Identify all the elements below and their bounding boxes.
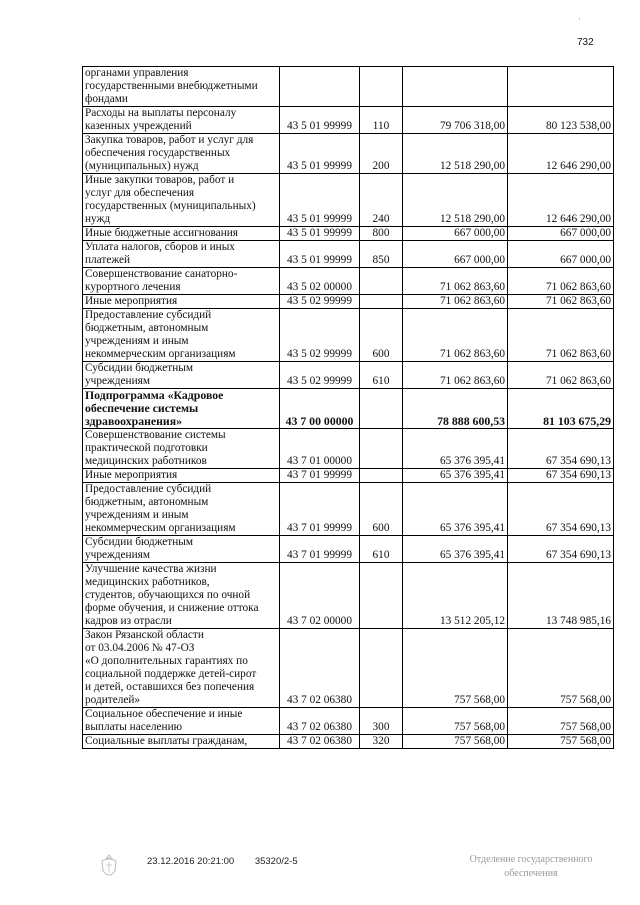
row-expense-type (360, 469, 403, 483)
row-name: Совершенствование системы практической подготовки медицинских работников (83, 429, 280, 469)
row-name: Иные мероприятия (83, 469, 280, 483)
row-code (280, 67, 360, 107)
row-amount-year1: 13 512 205,12 (403, 563, 508, 629)
row-amount-year2: 71 062 863,60 (508, 309, 614, 362)
row-amount-year2: 13 748 985,16 (508, 563, 614, 629)
row-expense-type: 600 (360, 309, 403, 362)
row-amount-year1: 65 376 395,41 (403, 483, 508, 536)
row-code: 43 5 01 99999 (280, 227, 360, 241)
row-code: 43 7 02 06380 (280, 708, 360, 735)
row-name: Иные бюджетные ассигнования (83, 227, 280, 241)
row-expense-type: 110 (360, 107, 403, 134)
table-body (83, 67, 614, 749)
row-amount-year2: 67 354 690,13 (508, 429, 614, 469)
row-amount-year1: 71 062 863,60 (403, 268, 508, 295)
row-name: Расходы на выплаты персоналу казенных учреждений (83, 107, 280, 134)
row-expense-type (360, 67, 403, 107)
row-amount-year2: 67 354 690,13 (508, 469, 614, 483)
row-amount-year1: 65 376 395,41 (403, 469, 508, 483)
row-amount-year2: 81 103 675,29 (508, 389, 614, 429)
table-row (83, 362, 614, 389)
budget-table (82, 66, 614, 749)
row-name: Субсидии бюджетным учреждениям (83, 536, 280, 563)
row-name: Предоставление субсидий бюджетным, автономным учреждениям и иным некоммерческим организациям (83, 309, 280, 362)
row-name: Иные закупки товаров, работ и услуг для обеспечения государственных (муниципальных) нужд (83, 174, 280, 227)
row-code: 43 7 01 99999 (280, 483, 360, 536)
row-amount-year2 (508, 67, 614, 107)
row-amount-year1: 65 376 395,41 (403, 429, 508, 469)
row-code: 43 5 01 99999 (280, 241, 360, 268)
row-name: Социальное обеспечение и иные выплаты населению (83, 708, 280, 735)
row-amount-year1: 71 062 863,60 (403, 362, 508, 389)
row-code: 43 7 01 99999 (280, 469, 360, 483)
row-amount-year2: 67 354 690,13 (508, 483, 614, 536)
row-code: 43 5 02 99999 (280, 309, 360, 362)
table-row (83, 227, 614, 241)
row-expense-type: 200 (360, 134, 403, 174)
table-row (83, 67, 614, 107)
row-name: Улучшение качества жизни медицинских работников, студентов, обучающихся по очной форме обучения, и снижение оттока кадров из отрасли (83, 563, 280, 629)
row-name: Социальные выплаты гражданам, (83, 735, 280, 749)
table-row (83, 708, 614, 735)
row-name: органами управления государственными внебюджетными фондами (83, 67, 280, 107)
row-amount-year2: 80 123 538,00 (508, 107, 614, 134)
row-code: 43 7 02 00000 (280, 563, 360, 629)
row-name: Закон Рязанской области от 03.04.2006 № 47-ОЗ «О дополнительных гарантиях по социальной поддержке детей-сирот и детей, оставшихся без попечения родителей» (83, 629, 280, 708)
row-amount-year2: 67 354 690,13 (508, 536, 614, 563)
row-amount-year1: 757 568,00 (403, 629, 508, 708)
row-amount-year2: 71 062 863,60 (508, 362, 614, 389)
row-name: Предоставление субсидий бюджетным, автономным учреждениям и иным некоммерческим организациям (83, 483, 280, 536)
row-amount-year1: 65 376 395,41 (403, 536, 508, 563)
row-amount-year1: 12 518 290,00 (403, 134, 508, 174)
row-expense-type: 610 (360, 536, 403, 563)
row-expense-type: 850 (360, 241, 403, 268)
row-expense-type (360, 429, 403, 469)
row-code: 43 5 01 99999 (280, 107, 360, 134)
row-amount-year1: 71 062 863,60 (403, 309, 508, 362)
row-amount-year1 (403, 67, 508, 107)
row-code: 43 7 01 99999 (280, 536, 360, 563)
row-code: 43 5 02 99999 (280, 295, 360, 309)
row-amount-year1: 71 062 863,60 (403, 295, 508, 309)
table-row (83, 174, 614, 227)
row-amount-year2: 71 062 863,60 (508, 268, 614, 295)
row-expense-type (360, 268, 403, 295)
table-row (83, 483, 614, 536)
row-name: Совершенствование санаторно- курортного лечения (83, 268, 280, 295)
row-amount-year2: 757 568,00 (508, 708, 614, 735)
row-amount-year2: 667 000,00 (508, 241, 614, 268)
row-code: 43 5 01 99999 (280, 174, 360, 227)
footer (147, 856, 316, 867)
table-row (83, 295, 614, 309)
page-number: 732 (577, 37, 594, 48)
row-name: Закупка товаров, работ и услуг для обеспечения государственных (муниципальных) нужд (83, 134, 280, 174)
table-row (83, 469, 614, 483)
row-expense-type: 320 (360, 735, 403, 749)
row-amount-year1: 757 568,00 (403, 735, 508, 749)
table-row (83, 268, 614, 295)
row-amount-year2: 757 568,00 (508, 629, 614, 708)
row-code: 43 7 00 00000 (280, 389, 360, 429)
table-row (83, 134, 614, 174)
row-code: 43 7 02 06380 (280, 629, 360, 708)
row-expense-type: 300 (360, 708, 403, 735)
row-expense-type (360, 295, 403, 309)
row-code: 43 5 02 00000 (280, 268, 360, 295)
table-row (83, 107, 614, 134)
row-expense-type: 800 (360, 227, 403, 241)
row-name: Субсидии бюджетным учреждениям (83, 362, 280, 389)
row-expense-type: 610 (360, 362, 403, 389)
coat-of-arms-icon (98, 853, 120, 881)
row-name: Уплата налогов, сборов и иных платежей (83, 241, 280, 268)
footer-doc-id: 35320/2-5 (254, 856, 298, 867)
row-name: Иные мероприятия (83, 295, 280, 309)
table-row (83, 735, 614, 749)
row-amount-year1: 12 518 290,00 (403, 174, 508, 227)
row-amount-year1: 667 000,00 (403, 227, 508, 241)
row-amount-year1: 757 568,00 (403, 708, 508, 735)
row-amount-year2: 667 000,00 (508, 227, 614, 241)
table-row (83, 309, 614, 362)
table-row (83, 241, 614, 268)
row-amount-year1: 667 000,00 (403, 241, 508, 268)
table-row (83, 629, 614, 708)
row-expense-type (360, 629, 403, 708)
row-amount-year2: 12 646 290,00 (508, 174, 614, 227)
row-expense-type: 240 (360, 174, 403, 227)
row-code: 43 7 01 00000 (280, 429, 360, 469)
row-expense-type: 600 (360, 483, 403, 536)
row-amount-year1: 79 706 318,00 (403, 107, 508, 134)
row-expense-type (360, 389, 403, 429)
row-code: 43 5 01 99999 (280, 134, 360, 174)
table-row (83, 536, 614, 563)
row-amount-year2: 12 646 290,00 (508, 134, 614, 174)
stamp-text: Отделение государственного обеспечения (469, 854, 593, 879)
row-amount-year2: 71 062 863,60 (508, 295, 614, 309)
row-code: 43 5 02 99999 (280, 362, 360, 389)
row-name: Подпрограмма «Кадровое обеспечение системы здравоохранения» (83, 389, 280, 429)
row-expense-type (360, 563, 403, 629)
table-row (83, 563, 614, 629)
row-amount-year2: 757 568,00 (508, 735, 614, 749)
table-row (83, 429, 614, 469)
corner-mark: · (578, 14, 581, 24)
row-code: 43 7 02 06380 (280, 735, 360, 749)
row-amount-year1: 78 888 600,53 (403, 389, 508, 429)
footer-timestamp: 23.12.2016 20:21:00 (147, 856, 235, 867)
table-row (83, 389, 614, 429)
